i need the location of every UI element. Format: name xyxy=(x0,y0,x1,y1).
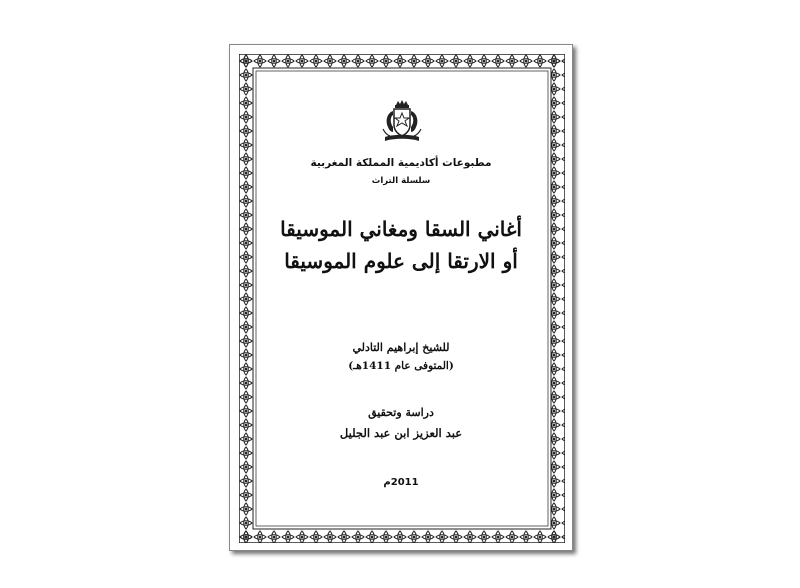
royal-coat-of-arms-icon xyxy=(379,99,425,145)
book-title-line-1: أغاني السقا ومغاني الموسيقا xyxy=(280,217,522,241)
author-name: للشيخ إبراهيم التادلي xyxy=(352,341,450,354)
editor-name: عبد العزيز ابن عبد الجليل xyxy=(339,426,463,440)
publisher-name: مطبوعات أكاديمية المملكة المغربية xyxy=(310,157,492,169)
publication-year: 2011م xyxy=(383,477,419,488)
study-label: دراسة وتحقيق xyxy=(368,406,434,419)
book-cover xyxy=(229,44,573,551)
book-title-line-2: أو الارتقا إلى علوم الموسيقا xyxy=(284,249,518,273)
series-name: سلسلة التراث xyxy=(371,176,431,186)
author-death-note: (المتوفى عام 1411هـ) xyxy=(348,360,454,372)
